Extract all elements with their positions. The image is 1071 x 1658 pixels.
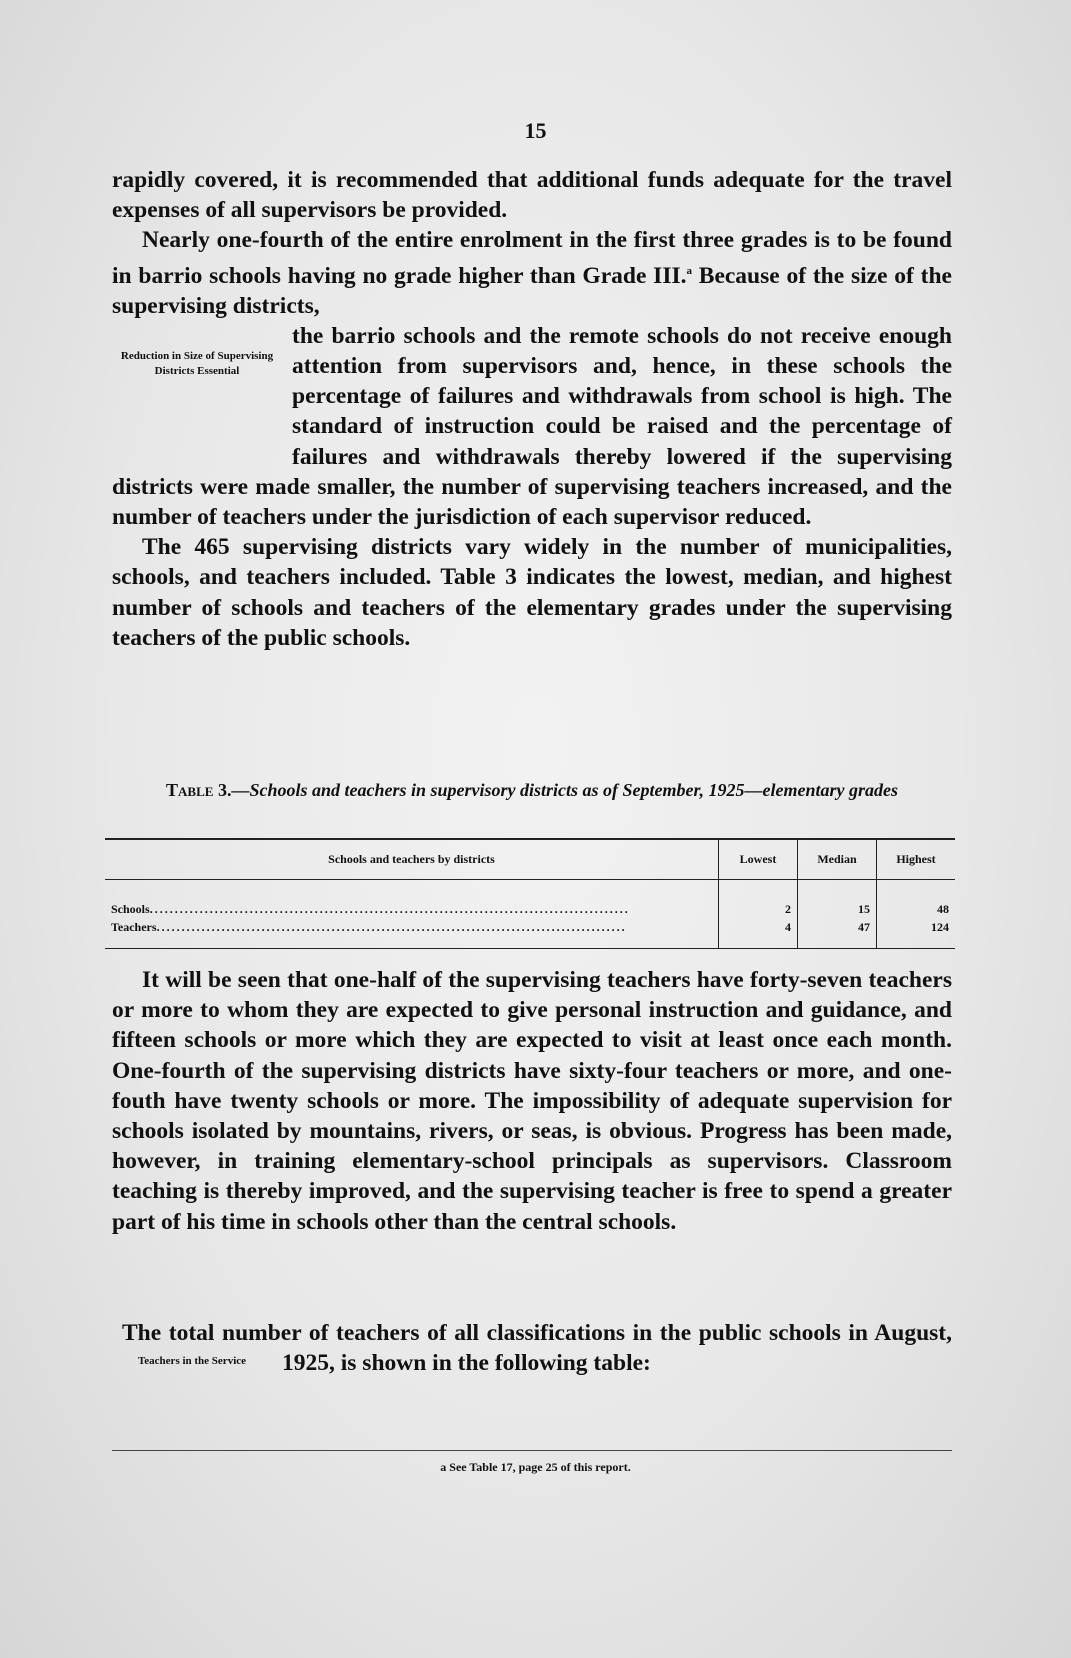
col-header-lowest: Lowest: [719, 839, 798, 880]
table-row: [105, 880, 955, 919]
paragraph-5-wrap: [112, 1318, 952, 1378]
cell-teachers-median: 47: [798, 918, 877, 949]
cell-schools-highest: 48: [877, 880, 956, 919]
paragraph-2-a: Nearly one-fourth of the entire enrolment in the first three grades is to be found in barrio schools having no grade higher than Grade III.: [112, 227, 952, 289]
paragraph-2-b: Because of the size of the supervising districts,: [112, 262, 952, 319]
row-label-teachers: Teachers..............................................................................................: [105, 918, 719, 949]
cell-schools-median: 15: [798, 880, 877, 919]
paragraph-1: rapidly covered, it is recommended that additional funds adequate for the travel expenses of all supervisors be provided.: [112, 167, 952, 224]
body-text-final: [112, 1318, 952, 1378]
cell-teachers-lowest: 4: [719, 918, 798, 949]
footnote-divider: [112, 1450, 952, 1451]
footnote: a See Table 17, page 25 of this report.: [440, 1460, 631, 1474]
table-caption: [112, 778, 952, 802]
row-label-schools: Schools................................................................................................: [111, 902, 630, 916]
page-number: 15: [524, 118, 547, 143]
paragraph-2-c: the barrio schools and the remote schools do not receive enough attention from supervisors and, hence, in these schools the percentage of failures and withdrawals from school is high. The standard of instruction could be raised and the percentage of failures and withdrawals thereby lowered if the supervising districts were made smaller, the number of supervising teachers increased, and the number of teachers under the jurisdiction of each supervisor reduced.: [112, 322, 952, 531]
schools-teachers-table: [105, 838, 955, 949]
cell-schools-lowest: 2: [719, 880, 798, 919]
body-text-bottom: [112, 965, 952, 1237]
table-row: [105, 918, 955, 949]
cell-teachers-highest: 124: [877, 918, 956, 949]
sidenote-teachers: Teachers in the Service: [137, 1355, 247, 1367]
paragraph-3: The 465 supervising districts vary widely in the number of municipalities, schools, and teachers included. Table 3 indicates the lowest, median, and highest number of schools and teachers of the elementary grades under the supervising teachers of the public schools.: [112, 534, 952, 651]
paragraph-5: The total number of teachers of all classifications in the public schools in August, 1925, is shown in the following table:: [122, 1320, 952, 1377]
body-text-top: [112, 165, 952, 653]
paragraph-2: [112, 225, 952, 320]
col-header-category: Schools and teachers by districts: [105, 839, 719, 880]
table-caption-prefix: Table 3.: [166, 780, 232, 800]
sidenote-reduction: Reduction in Size of Supervising Districts Essential: [120, 349, 274, 377]
paragraph-2-cont: [112, 321, 952, 532]
footnote-marker: a: [686, 264, 692, 277]
col-header-highest: Highest: [877, 839, 956, 880]
paragraph-4: It will be seen that one-half of the supervising teachers have forty-seven teachers or more to whom they are expected to give personal instruction and guidance, and fifteen schools or more which they are expected to visit at least once each month. One-fourth of the supervising districts have sixty-four teachers or more, and one-fouth have twenty schools or more. The impossibility of adequate supervision for schools isolated by mountains, rivers, or seas, is obvious. Progress has been made, however, in training elementary-school principals as supervisors. Classroom teaching is thereby improved, and the supervising teacher is free to spend a greater part of his time in schools other than the central schools.: [112, 967, 952, 1235]
col-header-median: Median: [798, 839, 877, 880]
table-caption-text: —Schools and teachers in supervisory districts as of September, 1925—elementary grades: [231, 780, 898, 800]
